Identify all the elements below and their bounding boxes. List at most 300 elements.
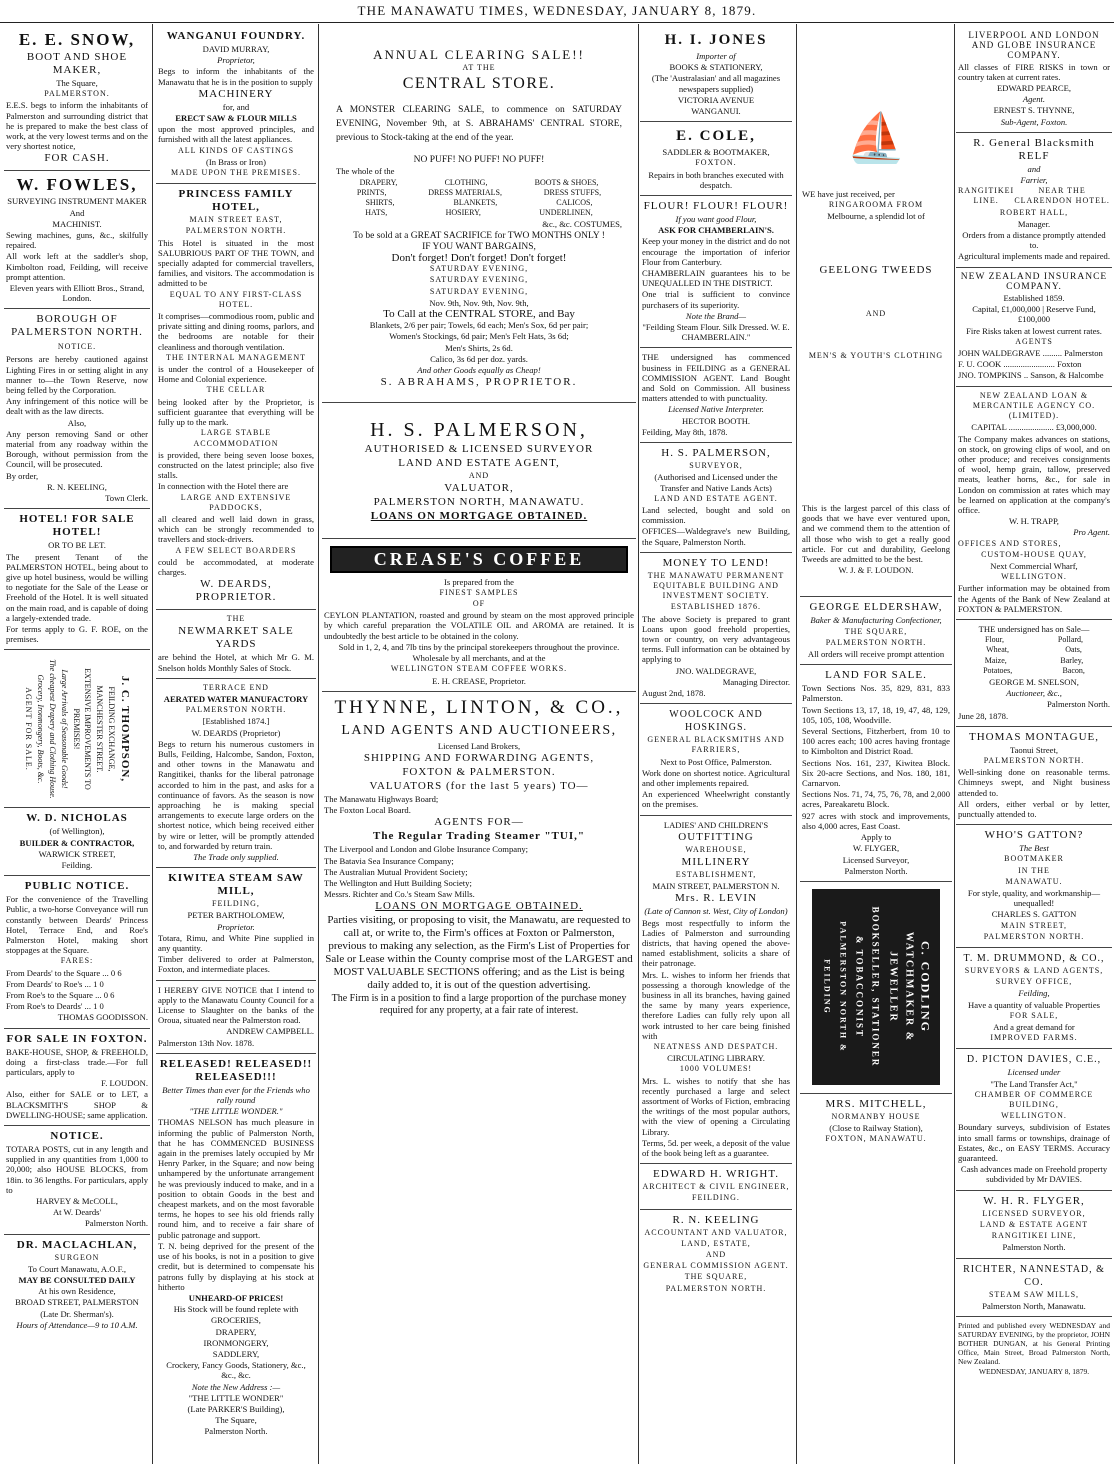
- ad-text: LARGE STABLE ACCOMMODATION: [193, 428, 279, 448]
- ad-body: For the convenience of the Travelling Public, a two-horse Conveyance will run constantly between Deards' Princess Hotel, Terrace End, and Roe's Palmerston Hotel, making short stoppages at the Square.: [6, 894, 148, 956]
- ad-text: 1000 VOLUMES!: [679, 1064, 753, 1074]
- ad-text: Also,: [67, 417, 87, 428]
- ad-title: D. PICTON DAVIES, C.E.,: [966, 1054, 1102, 1066]
- ad-text: To Call at the CENTRAL STORE, and Bay: [383, 308, 575, 321]
- agent-row: JNO. TOMPKINS .. Sanson, & Halcombe: [958, 370, 1104, 381]
- column-rule: [318, 24, 319, 1464]
- ad-role: Manager.: [1017, 218, 1051, 229]
- ad-body: OFFICES—Waldegrave's new Building, the Square, Palmerston North.: [642, 526, 790, 547]
- ad-text: And other Goods equally as Cheap!: [417, 365, 541, 376]
- ad-address: (Late PARKER'S Building),: [187, 1403, 285, 1414]
- ad-body: (The 'Australasian' and all magazines newspapers supplied): [651, 73, 781, 94]
- ad-town: PALMERSTON NORTH.: [185, 705, 287, 715]
- ad-subtitle: "THE LITTLE WONDER.": [189, 1106, 283, 1117]
- ad-wanganui-foundry: [156, 26, 316, 184]
- ad-text: The Regular Trading Steamer "TUI,": [373, 830, 585, 843]
- item: Bacon,: [1062, 665, 1085, 675]
- ad-text: DRAPERY,: [215, 1326, 257, 1337]
- ad-body: upon the most approved principles, and furnished with all the latest appliances.: [158, 124, 314, 145]
- ad-maclachlan: [4, 1235, 150, 1335]
- ad-cole: [640, 122, 792, 196]
- ad-trade: BOOKSELLER, STATIONER & TOBACCONIST: [854, 906, 881, 1068]
- ad-text: Established 1859.: [1003, 293, 1065, 304]
- ad-aerated-water: [156, 679, 316, 868]
- ad-text: BROAD STREET, PALMERSTON: [15, 1297, 139, 1308]
- ad-trade: VALUATOR,: [444, 482, 514, 495]
- ad-text: and: [1027, 163, 1041, 174]
- ad-text: (Close to Railway Station),: [829, 1123, 923, 1134]
- ad-text: FEILDING EXCHANGE,: [107, 686, 116, 772]
- ad-body: Parties visiting, or proposing to visit, the Manawatu, are requested to call at, or write to, the Firm's offices at Foxton or Palmerston, previous to making any selection, as the Firm's List of Properties for Sale or Lease within the County comprise most of the LARGEST and MOST VALUABLE SECTIONS offering; and as the List is being daily added to, it is out of the question advertising.: [325, 914, 633, 992]
- ad-text: "Feilding Steam Flour. Silk Dressed. W. E. CHAMBERLAIN.": [642, 322, 790, 343]
- ad-body: Mrs. L. wishes to inform her friends that possessing a thorough knowledge of the business in all its branches, having gained the same by many years experience, therefore Ladies can fully rely upon all work intrusted to her care being finished with: [642, 969, 790, 1041]
- ad-clearing-sale: [322, 26, 636, 403]
- ad-text: UNHEARD-OF PRICES!: [188, 1292, 284, 1303]
- item: BOOTS & SHOES,: [534, 177, 599, 187]
- ad-town: Palmerston North.: [84, 1218, 148, 1229]
- ad-body: Orders from a distance promptly attended to.: [962, 230, 1106, 251]
- ad-title: W. H. R. FLYGER,: [983, 1194, 1085, 1207]
- ad-body: Wholesale by all merchants, and at the: [412, 653, 546, 664]
- ad-text: NORMANBY HOUSE: [831, 1111, 921, 1121]
- ad-palmerson-surveyor: [640, 443, 792, 553]
- ad-body: E.E.S. begs to inform the inhabitants of Palmerston and surrounding district that he is prepared to make the best class of work, at the very lowest terms and on the very shortest notice,: [6, 100, 148, 152]
- ad-town: PALMERSTON NORTH.: [665, 1283, 767, 1293]
- item: HATS,: [365, 208, 388, 218]
- ad-text: At W. Deards': [52, 1207, 102, 1218]
- ad-title: FLOUR! FLOUR! FLOUR!: [643, 200, 789, 213]
- ad-address: The Square,: [215, 1415, 257, 1426]
- ad-role: Licensed Surveyor,: [842, 854, 910, 865]
- ad-role: Auctioneer, &c.,: [1006, 688, 1062, 699]
- ad-text: TERRACE END: [203, 682, 269, 692]
- ad-trade: BUILDER & CONTRACTOR,: [19, 837, 135, 848]
- ad-text: Crockery, Fancy Goods, Stationery, &c., &c., &c.: [166, 1360, 306, 1381]
- ad-text: Large Arrivals of Seasonable Goods!: [60, 669, 69, 789]
- ad-crease-coffee: [322, 539, 636, 691]
- ad-text: WAREHOUSE,: [685, 844, 747, 854]
- ad-snelson: [956, 620, 1112, 727]
- ad-title: MRS. MITCHELL,: [825, 1097, 927, 1110]
- ad-town: Palmerston North.: [1002, 1242, 1066, 1253]
- ad-trade: BOOKS & STATIONERY,: [669, 62, 763, 73]
- ad-gatton: [956, 825, 1112, 948]
- ad-body: Sold in 1, 2, 4, and 7lb tins by the principal storekeepers throughout the province.: [338, 641, 620, 652]
- ad-trade: SURGEON: [54, 1252, 100, 1262]
- ad-text: IMPROVED FARMS.: [990, 1033, 1078, 1043]
- ad-title: AERATED WATER MANUFACTORY: [163, 693, 309, 704]
- imprint: [956, 1317, 1112, 1381]
- ad-text: MADE UPON THE PREMISES.: [171, 168, 301, 178]
- ad-trade: OUTFITTING: [678, 830, 754, 843]
- ad-town: Palmerston North, Manawatu.: [982, 1300, 1086, 1311]
- item: Maize,: [984, 655, 1007, 665]
- ad-body: I HEREBY GIVE NOTICE that I intend to apply to the Manawatu County Council for a License to Slaughter on the banks of the Oroua, situated near the Palmerston road.: [158, 984, 314, 1026]
- ad-subtitle: (of Wellington),: [49, 826, 105, 837]
- ad-title: RELEASED! RELEASED!! RELEASED!!!: [159, 1057, 313, 1083]
- ad-role: Agent.: [1022, 94, 1046, 105]
- item: BLANKETS,: [453, 198, 498, 208]
- ad-little-wonder: [156, 1054, 316, 1442]
- ad-body: Town Sections Nos. 35, 829, 831, 833 Palmerston.: [802, 683, 950, 704]
- ad-title: NOTICE.: [50, 1130, 104, 1142]
- ad-borough-notice: [4, 309, 150, 509]
- ad-nz-loan-agency: [956, 387, 1112, 620]
- ad-text: EXTENSIVE IMPROVEMENTS TO PREMISES!: [72, 668, 92, 790]
- ad-role: Sub-Agent, Foxton.: [1000, 116, 1068, 127]
- column-rule: [954, 24, 955, 1464]
- ad-body: This is the largest parcel of this class of goods that we have ever ventured upon, and we commend them to the attention of all those who wish to get a really good article. For cut and durability, Geelong Tweeds are admitted to be the best.: [802, 503, 950, 565]
- ad-date: June 28, 1878.: [958, 710, 1009, 721]
- ad-title: H. S. PALMERSON,: [370, 419, 588, 442]
- ad-body: Several Sections, Fitzherbert, from 10 to 100 acres each; 100 acres having frontage to Kimbolton and District Road.: [802, 726, 950, 757]
- ad-trade: LAND & ESTATE AGENT: [979, 1219, 1089, 1229]
- ad-town: PALMERSTON NORTH.: [983, 755, 1085, 765]
- ad-body: Further information may be obtained from the Agents of the Bank of New Zealand at FOXTON & PALMERSTON.: [958, 583, 1110, 614]
- ad-trade: LAND, ESTATE,: [681, 1238, 751, 1248]
- ad-body: All work left at the saddler's shop, Kimbolton road, Feilding, will receive prompt attention.: [6, 251, 148, 282]
- ad-text: [Established 1874.]: [202, 716, 270, 727]
- ad-role: Proprietor,: [217, 55, 255, 66]
- ad-text: Apply to: [860, 832, 892, 843]
- ad-text: THE CELLAR: [206, 385, 266, 395]
- ad-text: (Late Dr. Sherman's).: [40, 1308, 114, 1319]
- ad-geelong-tweeds: [800, 26, 952, 597]
- ad-nz-insurance: [956, 268, 1112, 387]
- ad-text: Licensed Native Interpreter.: [668, 404, 764, 415]
- ad-title: LAND FOR SALE.: [825, 669, 927, 682]
- ad-woolcock: [640, 704, 792, 815]
- ad-footer: For terms apply to G. F. ROE, on the premises.: [6, 623, 148, 645]
- ad-palmerson: [322, 403, 636, 539]
- ad-town: FEILDING,: [212, 899, 260, 909]
- ad-body: Cash advances made on Freehold property subdivided by Mr DAVIES.: [960, 1164, 1108, 1185]
- item: Barley,: [1060, 655, 1084, 665]
- ad-body: Terms, 5d. per week, a deposit of the value of the book being left as a guarantee.: [642, 1137, 790, 1159]
- ad-body: THE undersigned has commenced business in FEILDING as a GENERAL COMMISSION AGENT. Land Bought and Sold on Commission. All business matters attended to with punctuality.: [642, 352, 790, 404]
- ad-trade: SHIPPING AND FORWARDING AGENTS,: [363, 751, 595, 764]
- ad-title: HOTEL! FOR SALE HOTEL!: [19, 513, 135, 539]
- ad-text: Grocery, Ironmongery, Boots, &c.: [36, 674, 45, 784]
- ad-princess-hotel: [156, 184, 316, 610]
- ad-text: And: [69, 207, 85, 218]
- ad-signature: W. H. TRAPP,: [1009, 516, 1059, 527]
- ad-address: RANGITIKEI LINE.: [958, 186, 1015, 206]
- ad-text: IRONMONGERY,: [203, 1337, 269, 1348]
- fare-row: From Roe's to Deards' ... 1 0: [6, 1001, 104, 1012]
- ad-date: Feilding, May 8th, 1878.: [642, 426, 728, 437]
- ad-title: E. COLE,: [676, 128, 756, 145]
- ad-subtitle: OR TO BE LET.: [48, 540, 106, 551]
- ad-title: FOR SALE IN FOXTON.: [6, 1032, 148, 1045]
- ad-title: THYNNE, LINTON, & CO.,: [334, 696, 624, 718]
- ad-wright: [640, 1164, 792, 1209]
- ad-eldershaw: [800, 597, 952, 665]
- ad-title: MEN'S & YOUTH'S CLOTHING: [808, 350, 944, 360]
- ad-address: MAIN STREET,: [1000, 920, 1068, 930]
- ad-title: R. General Blacksmith RELF: [973, 136, 1095, 162]
- ad-text: VALUATORS (for the last 5 years) TO—: [369, 779, 589, 792]
- ad-text: To Court Manawatu, A.O.F.,: [27, 1263, 126, 1274]
- ad-body: Town Sections 13, 17, 18, 19, 47, 48, 129, 105, 105, 108, Woodville.: [802, 704, 950, 725]
- ad-text: ASK FOR CHAMBERLAIN'S.: [658, 225, 774, 236]
- ad-text: Don't forget! Don't forget! Don't forget!: [391, 252, 567, 265]
- ad-title: J. C. THOMPSON,: [119, 675, 131, 782]
- ad-text: Next Commercial Wharf,: [990, 560, 1078, 571]
- ad-title: ANNUAL CLEARING SALE!!: [373, 47, 585, 62]
- ad-text: Capital, £1,000,000 | Reserve Fund, £100,000: [972, 304, 1096, 325]
- column-4: [640, 26, 792, 1462]
- ad-body: And a great demand for: [993, 1022, 1075, 1033]
- masthead: THE MANAWATU TIMES, WEDNESDAY, JANUARY 8, 1879.: [0, 0, 1114, 23]
- ad-title: PRINCESS FAMILY HOTEL,: [178, 188, 294, 214]
- ad-text: SURVEY OFFICE,: [995, 977, 1073, 987]
- ad-town: PALMERSTON.: [44, 89, 110, 99]
- ad-text: The whole of the: [336, 166, 395, 177]
- ad-trade: SURVEYORS & LAND AGENTS,: [964, 966, 1104, 976]
- ad-body: being looked after by the Proprietor, is sufficient guarantee that everything will be fully up to the mark.: [158, 396, 314, 428]
- ad-kiwitea-mill: [156, 868, 316, 980]
- ad-text: IF YOU WANT BARGAINS,: [422, 241, 536, 252]
- column-3: [322, 26, 636, 1462]
- price-line: Calico, 3s 6d per doz. yards.: [430, 353, 528, 364]
- ad-signature: Mrs. R. LEVIN: [674, 892, 758, 905]
- ad-text: The Best: [1019, 843, 1049, 854]
- price-line: Men's Shirts, 2s 6d.: [445, 342, 513, 353]
- ad-trade: ARCHITECT & CIVIL ENGINEER,: [642, 1182, 790, 1192]
- ad-text: His Stock will be found replete with: [173, 1304, 299, 1315]
- ad-body: Any person removing Sand or other material from any roadway within the Borough, without permission from the Council, will be prosecuted.: [6, 428, 148, 470]
- ad-text: MACHINERY: [198, 87, 274, 100]
- ad-title: DR. MACLACHLAN,: [16, 1238, 138, 1251]
- ad-text: AGENTS: [1015, 336, 1053, 346]
- ad-body: Agricultural implements made and repaired.: [958, 251, 1111, 262]
- price-line: Women's Stockings, 6d pair; Men's Felt Hats, 3s 6d;: [389, 331, 569, 342]
- ad-mitchell: [800, 1094, 952, 1150]
- fare-row: From Deards' to Roe's ... 1 0: [6, 978, 104, 989]
- ad-text: LOANS ON MORTGAGE OBTAINED.: [375, 900, 583, 913]
- ad-title: THE undersigned has on Sale—: [978, 623, 1090, 634]
- ad-body: BAKE-HOUSE, SHOP, & FREEHOLD, doing a first-class trade.—For full particulars, apply to: [6, 1046, 148, 1077]
- ad-text: MAY BE CONSULTED DAILY: [18, 1275, 136, 1286]
- ad-signature: CHARLES S. GATTON: [991, 909, 1077, 920]
- list-item: The Batavia Sea Insurance Company;: [324, 855, 454, 866]
- ad-body: THOMAS NELSON has much pleasure in informing the public of Palmerston North, that he has COMMENCED BUSINESS again in the premises lately occupied by Mr Henry Parker, in the Square; and now being unhampered by the unfortunate arrangement he was previously induced to make, and in a position to obtain Goods in the best and cheapest markets, and on the most favorable terms, he hopes to see his old friends rally round him, and to receive a fair share of public patronage and support.: [158, 1117, 314, 1240]
- list-item: The Manawatu Highways Board;: [324, 793, 439, 804]
- ad-address: VICTORIA AVENUE: [677, 94, 755, 105]
- ad-signature: E. H. CREASE, Proprietor.: [432, 675, 526, 686]
- ad-richter: [956, 1259, 1112, 1317]
- ad-hotel-sale: [4, 509, 150, 650]
- ad-town: Feilding,: [1018, 988, 1050, 999]
- ad-trade: LAND AND ESTATE AGENT,: [398, 457, 560, 470]
- ad-trade: WATCHMAKER & JEWELLER: [887, 931, 915, 1042]
- ad-title: THOMAS MONTAGUE,: [968, 730, 1099, 743]
- ad-text: NEATNESS AND DESPATCH.: [653, 1042, 779, 1052]
- ad-address: "THE LITTLE WONDER": [188, 1392, 284, 1403]
- ad-title: R. N. KEELING: [672, 1213, 760, 1226]
- ad-body: All orders, either verbal or by letter, punctually attended to.: [958, 798, 1110, 819]
- ad-title: GEELONG TWEEDS: [819, 263, 933, 276]
- ad-body: 927 acres with stock and improvements, also 4,000 acres, East Coast.: [802, 810, 950, 831]
- ad-text: Importer of: [696, 51, 736, 61]
- item: Potatoes,: [983, 665, 1013, 675]
- ad-text: SATURDAY EVENING,: [429, 286, 529, 296]
- item: Oats,: [1065, 645, 1082, 655]
- ad-signature: S. ABRAHAMS, PROPRIETOR.: [380, 376, 578, 389]
- ad-signature: DAVID MURRAY,: [202, 44, 270, 54]
- item: Wheat,: [986, 645, 1009, 655]
- ad-address: Palmerston North.: [204, 1426, 268, 1437]
- ad-text: At his own Residence,: [38, 1286, 116, 1297]
- fare-row: From Deards' to the Square ... 0 6: [6, 967, 122, 978]
- ad-foxton-sale: [4, 1029, 150, 1126]
- ad-body: TOTARA POSTS, cut in any length and supplied in any quantities from 1,000 to 20,000; also HOUSE BLOCKS, from 18in. to 36 lengths. For particulars, apply to: [6, 1144, 149, 1195]
- ad-slaughter-notice: [156, 981, 316, 1054]
- ad-text: Hours of Attendance—9 to 10 A.M.: [16, 1319, 138, 1330]
- ad-text: By order,: [6, 470, 39, 481]
- ad-text: AT THE: [462, 63, 496, 72]
- ad-title: NEW ZEALAND LOAN & MERCANTILE AGENCY CO. (LIMITED).: [972, 390, 1096, 421]
- ad-date: August 2nd, 1878.: [642, 687, 706, 698]
- ad-text: ERECT SAW & FLOUR MILLS: [175, 113, 297, 124]
- ad-text: Is prepared from the: [444, 576, 514, 587]
- ad-trade: LICENSED SURVEYOR,: [982, 1208, 1086, 1218]
- ad-subtitle: NOTICE.: [57, 342, 97, 352]
- ad-title: CENTRAL STORE.: [402, 75, 556, 93]
- ad-body: Keep your money in the district and do not encourage the importation of inferior Flour from Canterbury.: [642, 236, 790, 267]
- ad-trade: MILLINERY: [681, 855, 751, 868]
- ad-trade: STEAM SAW MILLS,: [988, 1289, 1080, 1299]
- ad-signature: ANDREW CAMPBELL.: [226, 1026, 314, 1037]
- ad-body: Any infringement of this notice will be dealt with as the law directs.: [6, 396, 148, 417]
- ad-signature: ERNEST S. THYNNE,: [993, 105, 1075, 116]
- ad-body: Mrs. L. wishes to notify that she has recently purchased a large and select assortment of Works of Fiction, embracing the writings of the most popular authors, with the view of opening a Circulating Library.: [642, 1075, 790, 1137]
- ad-trade: SURVEYOR,: [689, 461, 743, 471]
- ad-text: AGENT FOR SALE.: [24, 687, 33, 771]
- ad-drummond: [956, 948, 1112, 1049]
- ad-body: Totara, Rimu, and White Pine supplied in any quantity.: [158, 932, 314, 954]
- ad-text: Licensed under: [1007, 1067, 1061, 1078]
- ad-town: PALMERSTON NORTH.: [983, 931, 1085, 941]
- ad-text: Nov. 9th, Nov. 9th, Nov. 9th,: [429, 297, 529, 308]
- ad-text: AND: [865, 308, 887, 318]
- ad-text: NO PUFF! NO PUFF! NO PUFF!: [413, 155, 545, 166]
- ad-codling: [800, 882, 952, 1094]
- ad-signature: W. DEARDS (Proprietor): [191, 727, 281, 738]
- ad-title: E. E. SNOW,: [18, 30, 136, 49]
- ad-body: Boundary surveys, subdivision of Estates into small farms or townships, drainage of Estates, &c., on EASY TERMS. Accuracy guaranteed.: [958, 1122, 1110, 1164]
- fare-row: From Roe's to the Square ... 0 6: [6, 989, 115, 1000]
- ad-title: LADIES' AND CHILDREN'S: [663, 819, 769, 830]
- ad-body: Sections Nos. 71, 74, 75, 76, 78, and 2,000 acres, Pareakaretu Block.: [802, 789, 950, 810]
- ad-trade: AUTHORISED & LICENSED SURVEYOR: [364, 443, 594, 456]
- ad-title: W. FOWLES,: [16, 175, 138, 195]
- list-item: The Liverpool and London and Globe Insurance Company;: [324, 844, 529, 855]
- ad-role: Town Clerk.: [105, 493, 148, 504]
- ad-body: The Firm is in a position to find a large proportion of the purchase money required for any property, at a fair rate of interest.: [331, 993, 627, 1017]
- ad-footer: Eleven years with Elliott Bros., Strand, London.: [9, 283, 145, 304]
- ad-body: Also, either for SALE or to LET, a BLACKSMITH'S SHOP & DWELLING-HOUSE; same application.: [6, 1089, 148, 1120]
- ad-body: In connection with the Hotel there are: [158, 481, 289, 492]
- ad-body: Sections Nos. 161, 237, Kiwitea Block. Six 20-acre Sections, and Nos. 180, 181, Carnarvon.: [802, 757, 950, 789]
- ad-town: MANAWATU.: [1005, 876, 1063, 886]
- column-rule: [796, 24, 797, 1464]
- ad-trade: SURVEYING INSTRUMENT MAKER: [7, 196, 147, 207]
- ad-text: Melbourne, a splendid lot of: [827, 211, 925, 222]
- ad-text: EQUAL TO ANY FIRST-CLASS HOTEL.: [169, 289, 303, 309]
- ad-town: Palmerston North.: [1046, 699, 1110, 710]
- ad-flyger: [956, 1191, 1112, 1259]
- item: CLOTHING,: [444, 177, 488, 187]
- ad-town: WELLINGTON.: [1001, 1111, 1067, 1121]
- ad-body: CEYLON PLANTATION, roasted and ground by steam on the most approved principle by which careful preparation the VOLATILE OIL and AROMA are retained. It is undoubtedly the best article to be obtained in the colony.: [324, 610, 634, 641]
- ad-text: (Late of Cannon st. West, City of London): [644, 906, 788, 917]
- ad-title: NEW ZEALAND INSURANCE COMPANY.: [960, 271, 1108, 292]
- ad-address: RANGITIKEI LINE,: [991, 1231, 1077, 1241]
- ad-title: MONEY TO LEND!: [662, 556, 770, 569]
- ad-title: H. S. PALMERSON,: [661, 447, 771, 460]
- ad-text: AND: [705, 1250, 727, 1260]
- item: SHIRTS,: [365, 198, 395, 208]
- ad-town: FOXTON.: [695, 158, 737, 168]
- ad-signature: EDWARD PEARCE,: [996, 83, 1071, 94]
- ad-signature: HECTOR BOOTH.: [681, 415, 751, 426]
- ad-text: Farrier,: [1020, 175, 1048, 186]
- ad-totara-notice: [4, 1126, 150, 1235]
- ad-text: Note the New Address :—: [191, 1381, 281, 1392]
- column-6: [956, 26, 1112, 1462]
- ad-trade: BOOTMAKER: [1004, 854, 1064, 864]
- ad-trade: BOOT AND SHOE MAKER,: [26, 51, 128, 76]
- ad-town: WELLINGTON.: [1001, 572, 1067, 582]
- ad-text: If you want good Flour,: [675, 214, 757, 225]
- ad-booth: [640, 348, 792, 443]
- column-rule: [638, 24, 639, 1464]
- ad-body: A MONSTER CLEARING SALE, to commence on SATURDAY EVENING, November 9th, at S. ABRAHAMS' CENTRAL STORE, previous to Stock-taking at the end of the year.: [336, 105, 622, 144]
- price-line: Blankets, 2/6 per pair; Towels, 6d each; Men's Sox, 6d per pair;: [369, 320, 589, 331]
- item: PRINTS,: [356, 187, 387, 197]
- ad-text: MANCHESTER STREET.: [95, 685, 104, 773]
- ad-body: is provided, there being seven loose boxes, constructed on the latest principle; also five stalls.: [158, 449, 314, 481]
- ad-town: Feilding.: [61, 859, 93, 870]
- ad-thompson: [4, 650, 150, 808]
- ad-body: The present Tenant of the PALMERSTON HOTEL, being about to give up hotel business, would be willing to negotiate for the Sale of the Lease or Freehold of the Hotel. It is well situated on the main road, and is capable of doing a largely-extended trade.: [6, 551, 148, 623]
- ad-body: For style, quality, and workmanship—unequalled!: [967, 888, 1101, 909]
- ad-town: Palmerston North.: [844, 865, 908, 876]
- list-item: Messrs. Richter and Co.'s Steam Saw Mills.: [324, 889, 475, 900]
- ad-town: PALMERSTON NORTH.: [825, 637, 927, 647]
- ad-levin: [640, 816, 792, 1165]
- ad-town: FEILDING.: [692, 1193, 740, 1203]
- column-5: [800, 26, 952, 1462]
- ad-town: FOXTON, MANAWATU.: [825, 1134, 927, 1144]
- item: &c., &c. COSTUMES,: [542, 219, 622, 230]
- ad-address: Taonui Street,: [1009, 744, 1059, 755]
- ad-signature: W. J. & F. LOUDON.: [838, 565, 914, 576]
- ad-title: RICHTER, NANNESTAD, & CO.: [963, 1263, 1105, 1288]
- ad-fowles: [4, 171, 150, 309]
- ad-body: Have a quantity of valuable Properties: [968, 999, 1100, 1010]
- ad-text: LAND AND ESTATE AGENT.: [654, 493, 778, 503]
- ad-text: IN THE: [1018, 865, 1050, 875]
- ad-footer: The Trade only supplied.: [193, 852, 279, 862]
- ad-text: To be sold at a GREAT SACRIFICE for TWO MONTHS ONLY !: [353, 230, 605, 241]
- ad-town: PALMERSTON NORTH.: [185, 226, 287, 236]
- ad-title: KIWITEA STEAM SAW MILL,: [168, 872, 304, 898]
- ad-body: Work done on shortest notice. Agricultural and other implements repaired.: [642, 767, 790, 788]
- ad-address: THE SQUARE,: [844, 626, 908, 636]
